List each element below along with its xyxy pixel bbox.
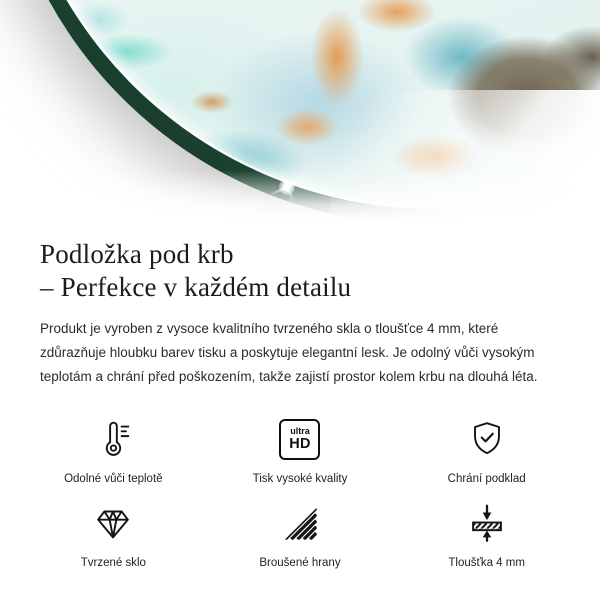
feature-heat-resistant xyxy=(20,415,207,485)
hero-fade-bottom xyxy=(0,170,600,234)
feature-print-quality xyxy=(207,415,394,485)
thickness-icon xyxy=(464,499,510,547)
product-hero-image xyxy=(0,0,600,234)
feature-label: Tisk vysoké kvality xyxy=(252,473,348,485)
diamond-icon xyxy=(90,499,136,547)
ultra-hd-text-bottom: HD xyxy=(289,435,311,452)
thermometer-icon xyxy=(90,415,136,463)
ultra-hd-icon xyxy=(279,415,320,463)
polished-edges-icon xyxy=(277,499,323,547)
product-content xyxy=(0,234,600,389)
feature-label: Tloušťka 4 mm xyxy=(448,557,525,569)
feature-label: Chrání podklad xyxy=(447,473,526,485)
feature-thickness xyxy=(393,499,580,569)
ultra-hd-text-top: ultra xyxy=(290,425,310,436)
feature-label: Odolné vůči teplotě xyxy=(64,473,163,485)
feature-polished-edges xyxy=(207,499,394,569)
features-grid xyxy=(0,415,600,569)
feature-label: Tvrzené sklo xyxy=(80,557,146,569)
feature-label: Broušené hrany xyxy=(259,557,341,569)
shield-check-icon xyxy=(464,415,510,463)
page-title xyxy=(40,238,560,304)
feature-tempered-glass xyxy=(20,499,207,569)
title-line-2: – Perfekce v každém detailu xyxy=(40,272,352,302)
title-line-1: Podložka pod krb xyxy=(40,239,234,269)
feature-protects-surface xyxy=(393,415,580,485)
product-description: Produkt je vyroben z vysoce kvalitního tvrzeného skla o tloušťce 4 mm, které zdůrazňuje hloubku barev tisku a poskytuje elegantní lesk. Je odolný vůči vysokým teplotám a chrání před poškozením, takže zajistí prostor kolem krbu na dlouhá léta. xyxy=(40,321,538,384)
